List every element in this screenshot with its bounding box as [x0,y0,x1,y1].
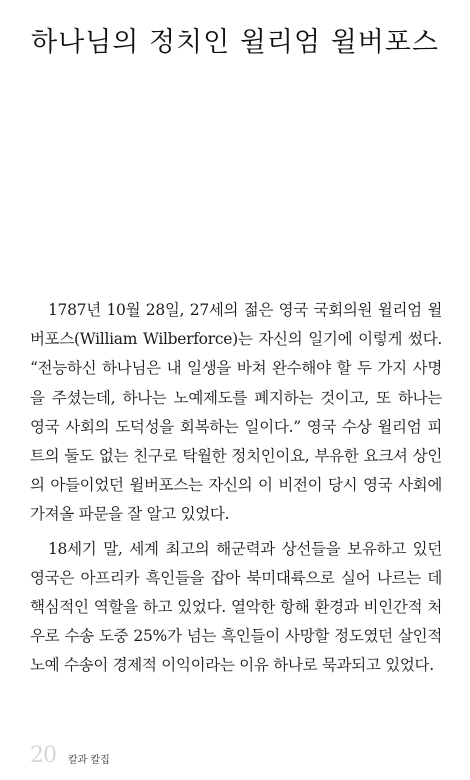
page-number: 20 [30,743,56,768]
paragraph: 18세기 말, 세계 최고의 해군력과 상선들을 보유하고 있던 영국은 아프리카 흑인들을 잡아 북미대륙으로 실어 나르는 데 핵심적인 역할을 하고 있었다. 열악한 항해 환경과 비인간적 처우로 수송 도중 25%가 넘는 흑인들이 사망할 정도였던 살인적 노예 수송이 경제적 이익이라는 이유 하나로 묵과되고 있었다. [30,539,442,675]
body-text [30,296,442,681]
paragraph: 1787년 10월 28일, 27세의 젊은 영국 국회의원 윌리엄 윌버포스(William Wilberforce)는 자신의 일기에 이렇게 썼다. “전능하신 하나님은 내 일생을 바쳐 완수해야 할 두 가지 사명을 주셨는데, 하나는 노예제도를 폐지하는 것이고, 또 하나는 영국 사회의 도덕성을 회복하는 일이다.” 영국 수상 윌리엄 피트의 둘도 없는 친구로 탁월한 정치인이요, 부유한 요크셔 상인의 아들이었던 윌버포스는 자신의 이 비전이 당시 영국 사회에 가져올 파문을 잘 알고 있었다. [30,301,442,524]
running-head: 칼과 칼집 [68,754,110,766]
page-title: 하나님의 정치인 윌리엄 윌버포스 [31,27,439,58]
page-footer [30,744,110,768]
